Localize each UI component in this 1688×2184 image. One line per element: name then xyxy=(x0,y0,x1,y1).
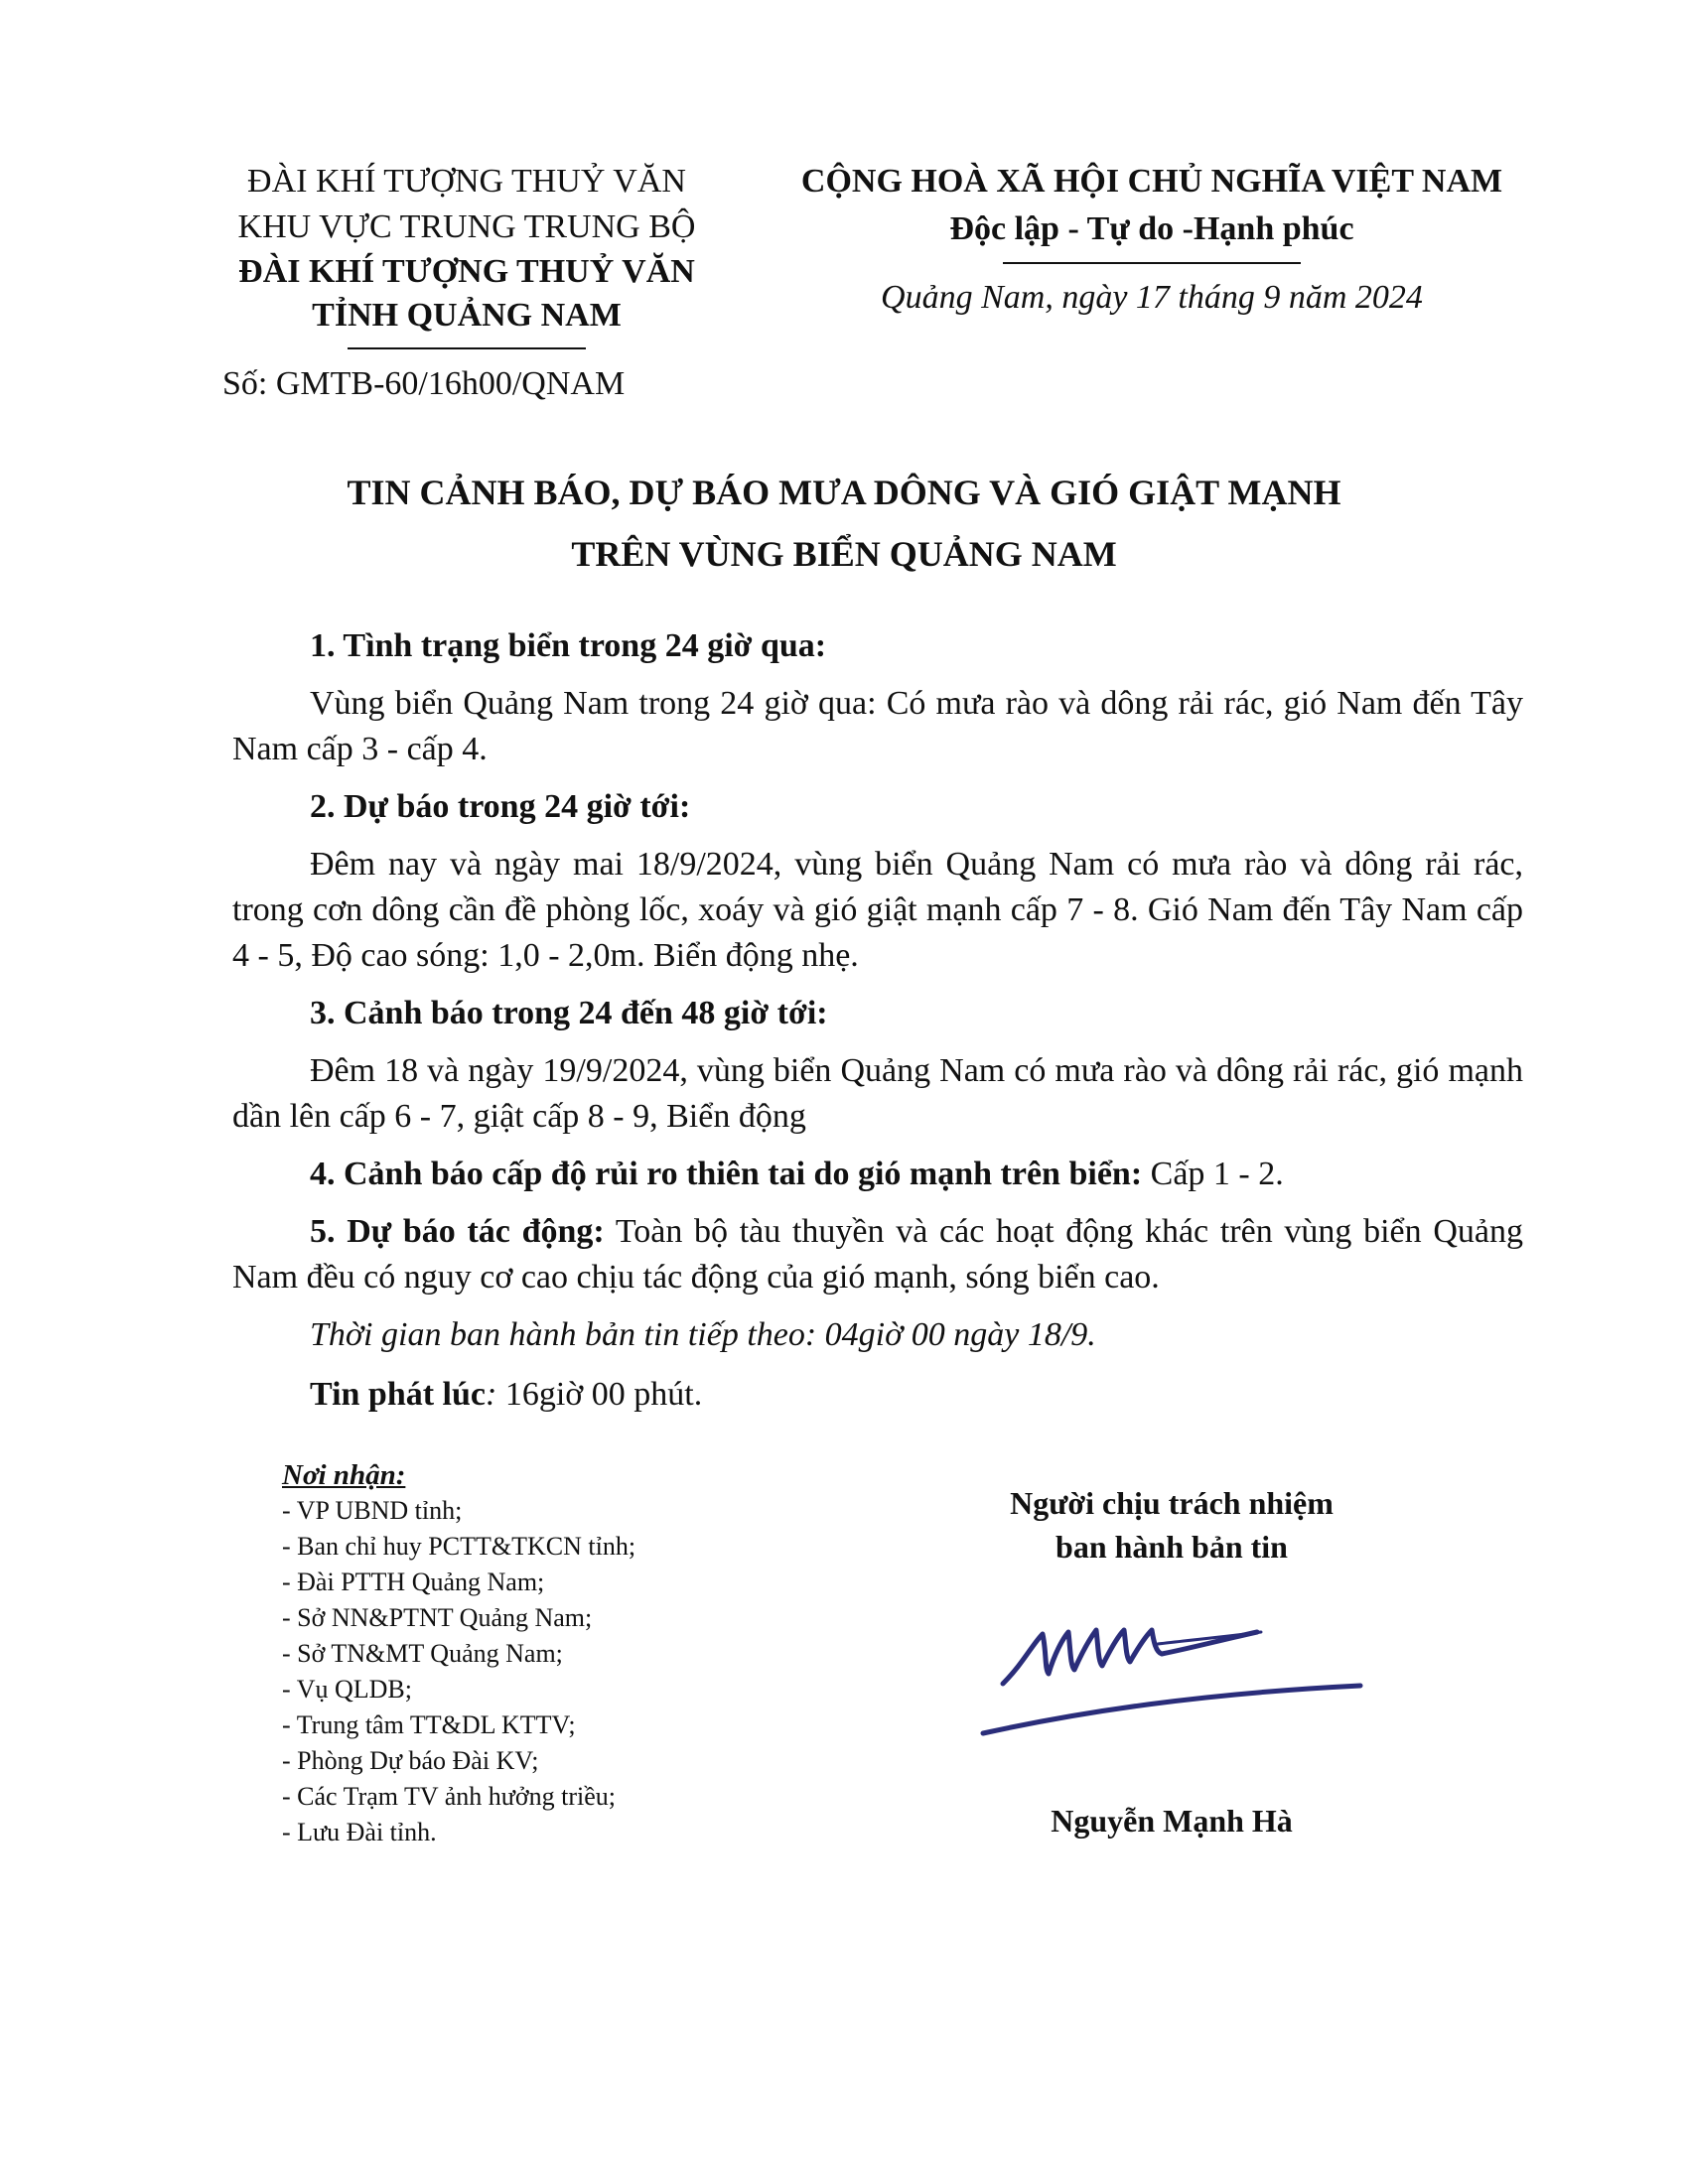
recipients-block xyxy=(282,1457,878,1850)
recipient-item: - VP UBND tỉnh; xyxy=(282,1496,463,1525)
section-1-heading: 1. Tình trạng biển trong 24 giờ qua: xyxy=(310,627,827,664)
next-issue-time: Thời gian ban hành bản tin tiếp theo: 04giờ 00 ngày 18/9. xyxy=(310,1316,1096,1353)
recipient-item: - Các Trạm TV ảnh hưởng triều; xyxy=(282,1782,616,1811)
document-number: Số: GMTB-60/16h00/QNAM xyxy=(222,365,626,402)
unit-line-1: ĐÀI KHÍ TƯỢNG THUỶ VĂN xyxy=(238,253,695,290)
motto-underline xyxy=(1003,262,1301,264)
section-4 xyxy=(232,1152,1523,1197)
section-3-heading: 3. Cảnh báo trong 24 đến 48 giờ tới: xyxy=(310,995,828,1031)
signer-title-line-1: Người chịu trách nhiệm xyxy=(1010,1485,1334,1521)
document-title xyxy=(149,462,1539,585)
agency-line-1: ĐÀI KHÍ TƯỢNG THUỶ VĂN xyxy=(247,163,686,200)
agency-underline xyxy=(348,347,586,349)
recipient-item: - Phòng Dự báo Đài KV; xyxy=(282,1746,539,1775)
national-header-block xyxy=(755,159,1549,320)
signature-block xyxy=(894,1481,1450,1843)
handwritten-signature xyxy=(963,1574,1380,1743)
recipient-item: - Lưu Đài tỉnh. xyxy=(282,1818,437,1846)
title-line-2: TRÊN VÙNG BIỂN QUẢNG NAM xyxy=(571,534,1117,574)
issue-place-date: Quảng Nam, ngày 17 tháng 9 năm 2024 xyxy=(881,279,1423,316)
signer-title-line-2: ban hành bản tin xyxy=(1055,1529,1288,1565)
nation-name: CỘNG HOÀ XÃ HỘI CHỦ NGHĨA VIỆT NAM xyxy=(800,163,1503,200)
issued-at-colon: : xyxy=(486,1376,497,1413)
section-5 xyxy=(232,1209,1523,1300)
section-5-value: Toàn bộ tàu thuyền và các hoạt động khác trên vùng biển Quảng Nam đều có nguy cơ cao chịu tác động của gió mạnh, sóng biển cao. xyxy=(232,1213,1523,1296)
section-2-text: Đêm nay và ngày mai 18/9/2024, vùng biển Quảng Nam có mưa rào và dông rải rác, trong cơn dông cần đề phòng lốc, xoáy và gió giật mạnh cấp 7 - 8. Gió Nam đến Tây Nam cấp 4 - 5, Độ cao sóng: 1,0 - 2,0m. Biển động nhẹ. xyxy=(232,846,1523,974)
section-2-heading: 2. Dự báo trong 24 giờ tới: xyxy=(310,788,691,825)
recipients-list xyxy=(282,1493,878,1850)
unit-line-2: TỈNH QUẢNG NAM xyxy=(312,297,622,334)
recipient-item: - Vụ QLDB; xyxy=(282,1675,412,1704)
signer-name: Nguyễn Mạnh Hà xyxy=(1051,1803,1293,1839)
recipient-item: - Sở TN&MT Quảng Nam; xyxy=(282,1639,563,1668)
recipient-item: - Sở NN&PTNT Quảng Nam; xyxy=(282,1603,593,1632)
recipient-item: - Trung tâm TT&DL KTTV; xyxy=(282,1710,576,1739)
title-line-1: TIN CẢNH BÁO, DỰ BÁO MƯA DÔNG VÀ GIÓ GIẬT MẠNH xyxy=(347,473,1341,512)
issued-at-label: Tin phát lúc xyxy=(310,1376,487,1413)
recipient-item: - Ban chỉ huy PCTT&TKCN tỉnh; xyxy=(282,1532,636,1561)
bulletin-body xyxy=(232,623,1523,1418)
section-4-value: Cấp 1 - 2. xyxy=(1142,1156,1284,1192)
national-motto: Độc lập - Tự do -Hạnh phúc xyxy=(949,210,1354,247)
section-1-text: Vùng biển Quảng Nam trong 24 giờ qua: Có mưa rào và dông rải rác, gió Nam đến Tây Nam cấp 3 - cấp 4. xyxy=(232,685,1523,767)
recipient-item: - Đài PTTH Quảng Nam; xyxy=(282,1568,545,1596)
section-3-text: Đêm 18 và ngày 19/9/2024, vùng biển Quảng Nam có mưa rào và dông rải rác, gió mạnh dần lên cấp 6 - 7, giật cấp 8 - 9, Biển động xyxy=(232,1052,1523,1135)
issued-at-value: 16giờ 00 phút. xyxy=(496,1376,703,1413)
agency-line-2: KHU VỰC TRUNG TRUNG BỘ xyxy=(237,208,696,245)
section-5-label: 5. Dự báo tác động: xyxy=(310,1213,605,1250)
issuing-agency-block xyxy=(209,159,725,407)
section-4-label: 4. Cảnh báo cấp độ rủi ro thiên tai do gió mạnh trên biển: xyxy=(310,1156,1143,1192)
recipients-title: Nơi nhận: xyxy=(282,1459,406,1491)
issued-at xyxy=(232,1372,1523,1418)
